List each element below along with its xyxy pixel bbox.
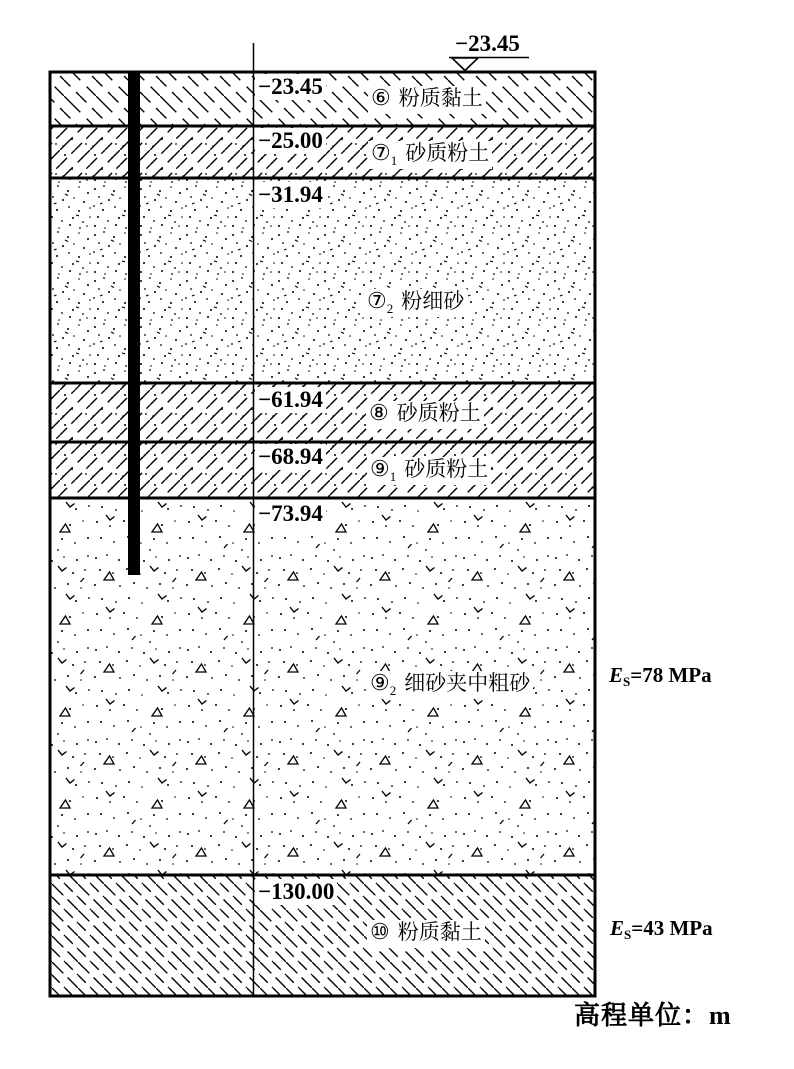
layer-number-icon: ⑦ [371,140,391,165]
elevation-label-10: −130.00 [255,879,337,905]
elevation-label-7-2: −31.94 [255,182,326,208]
modulus-label-10: ES=43 MPa [610,916,713,942]
layer-label-9-2: $⑨_2$ 细砂夹中粗砂 [367,671,533,699]
layer-label-6: ⑥ 粉质黏土 [368,86,486,114]
pile-bar [128,72,140,575]
elevation-label-9-2: −73.94 [255,501,326,527]
elevation-label-8: −61.94 [255,387,326,413]
layer-number-icon: ⑩ [370,919,390,944]
unit-note: 高程单位：m [574,1001,732,1030]
layer-number-icon: ⑦ [367,288,387,313]
elevation-label-7-1: −25.00 [255,128,326,154]
layer-number-icon: ⑧ [369,400,389,425]
top-elevation-label: −23.45 [455,31,520,56]
layer-label-10: ⑩ 粉质黏土 [367,920,485,948]
layer-label-7-1: $⑦_1$ 砂质粉土 [368,141,492,169]
layer-label-7-2: $⑦_2$ 粉细砂 [364,289,467,317]
elevation-label-6: −23.45 [255,74,326,100]
level-triangle-icon [452,58,478,71]
elevation-label-9-1: −68.94 [255,444,326,470]
layer-label-9-1: $⑨_1$ 砂质粉土 [367,457,491,485]
layer-number-icon: ⑨ [370,456,390,481]
modulus-label-9-2: ES=78 MPa [609,663,712,689]
layer-number-icon: ⑥ [371,85,391,110]
layer-label-8: ⑧ 砂质粉土 [366,401,484,429]
layer-number-icon: ⑨ [370,670,390,695]
